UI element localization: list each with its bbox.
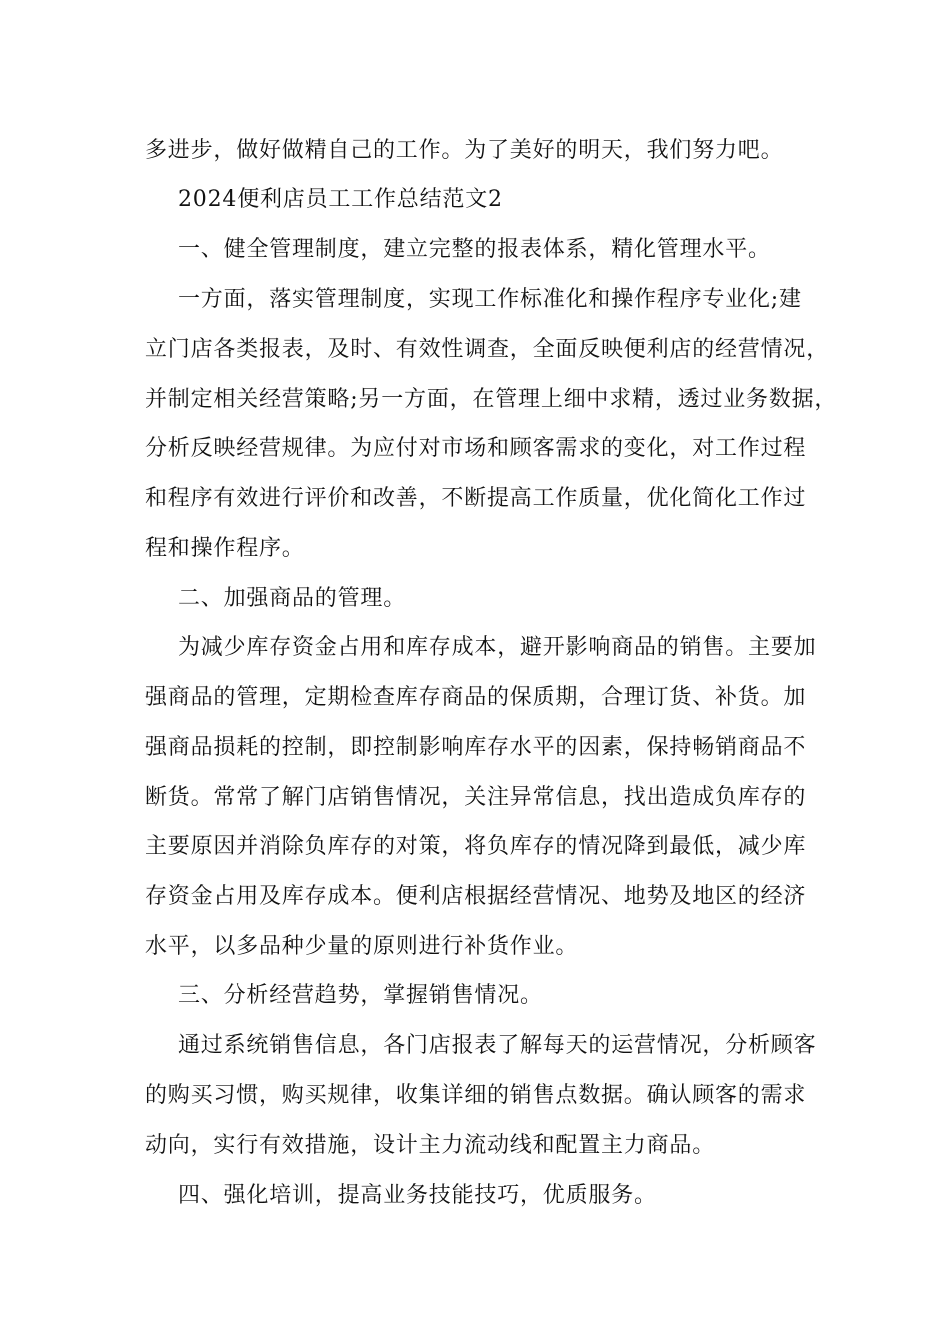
text-line: 并制定相关经营策略;另一方面，在管理上细中求精，透过业务数据， bbox=[145, 387, 838, 412]
text-line: 水平，以多品种少量的原则进行补货作业。 bbox=[145, 934, 579, 959]
text-line: 一方面，落实管理制度，实现工作标准化和操作程序专业化;建 bbox=[178, 287, 802, 312]
heading-1: 一、健全管理制度，建立完整的报表体系，精化管理水平。 bbox=[178, 237, 771, 262]
heading-4: 四、强化培训，提高业务技能技巧，优质服务。 bbox=[178, 1183, 657, 1208]
text-line: 立门店各类报表，及时、有效性调查，全面反映便利店的经营情况， bbox=[145, 337, 830, 362]
text-line: 动向，实行有效措施，设计主力流动线和配置主力商品。 bbox=[145, 1133, 716, 1158]
section-title: 2024便利店员工工作总结范文2 bbox=[178, 187, 503, 212]
text-line: 强商品的管理，定期检查库存商品的保质期，合理订货、补货。加 bbox=[145, 685, 807, 710]
text-line: 主要原因并消除负库存的对策，将负库存的情况降到最低，减少库 bbox=[145, 834, 807, 859]
text-line: 分析反映经营规律。为应付对市场和顾客需求的变化，对工作过程 bbox=[145, 436, 807, 461]
text-line: 和程序有效进行评价和改善，不断提高工作质量，优化简化工作过 bbox=[145, 486, 807, 511]
text-line: 多进步，做好做精自己的工作。为了美好的明天，我们努力吧。 bbox=[145, 138, 784, 163]
text-line: 存资金占用及库存成本。便利店根据经营情况、地势及地区的经济 bbox=[145, 884, 807, 909]
heading-2: 二、加强商品的管理。 bbox=[178, 586, 407, 611]
text-line: 强商品损耗的控制，即控制影响库存水平的因素，保持畅销商品不 bbox=[145, 735, 807, 760]
text-line: 断货。常常了解门店销售情况，关注异常信息，找出造成负库存的 bbox=[145, 785, 807, 810]
text-line: 的购买习惯，购买规律，收集详细的销售点数据。确认顾客的需求 bbox=[145, 1083, 807, 1108]
heading-3: 三、分析经营趋势，掌握销售情况。 bbox=[178, 983, 543, 1008]
text-line: 通过系统销售信息，各门店报表了解每天的运营情况，分析顾客 bbox=[178, 1033, 817, 1058]
text-line: 程和操作程序。 bbox=[145, 536, 305, 561]
text-line: 为减少库存资金占用和库存成本，避开影响商品的销售。主要加 bbox=[178, 635, 817, 660]
